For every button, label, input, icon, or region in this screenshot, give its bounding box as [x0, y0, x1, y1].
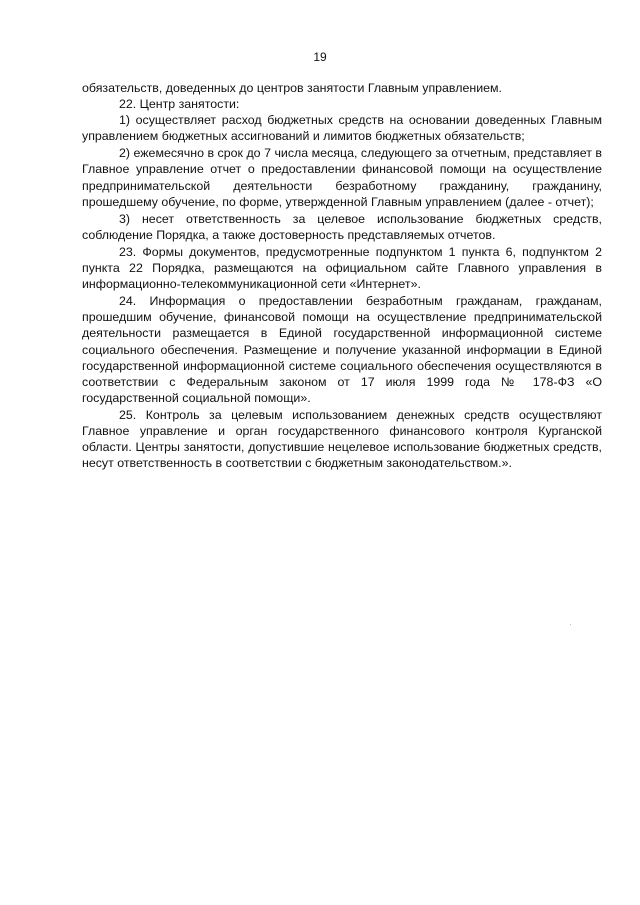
paragraph-25: 25. Контроль за целевым использованием денежных средств осуществляют Главное управление и орган государственного финансового контроля Курганской области. Центры занятости, допустившие нецелевое использование бюджетных средств, несут ответственность в соответствии с бюджетным законодательством.».: [82, 407, 602, 471]
paragraph-22-item-3: 3) несет ответственность за целевое использование бюджетных средств, соблюдение Порядка, а также достоверность представляемых отчетов.: [82, 211, 602, 242]
paragraph-22-item-1: 1) осуществляет расход бюджетных средств на основании доведенных Главным управлением бюджетных ассигнований и лимитов бюджетных обязательств;: [82, 113, 602, 144]
page-number: 19: [313, 50, 327, 64]
paragraph-23: 23. Формы документов, предусмотренные подпунктом 1 пункта 6, подпунктом 2 пункта 22 Порядка, размещаются на официальном сайте Главного управления в информационно-телекоммуникационной сети «Интернет».: [82, 244, 602, 292]
paragraph-continuation: обязательств, доведенных до центров занятости Главным управлением.: [82, 81, 502, 95]
scan-speck: [570, 624, 571, 625]
paragraph-22: 22. Центр занятости:: [119, 97, 240, 112]
document-body: [82, 80, 602, 471]
paragraph-22-item-2: 2) ежемесячно в срок до 7 числа месяца, следующего за отчетным, представляет в Главное управление отчет о предоставлении финансовой помощи на осуществление предпринимательской деятельности безработному гражданину, гражданину, прошедшему обучение, по форме, утвержденной Главным управлением (далее - отчет);: [82, 146, 602, 209]
paragraph-24: 24. Информация о предоставлении безработным гражданам, гражданам, прошедшим обучение, финансовой помощи на осуществление предпринимательской деятельности размещается в Единой государственной информационной системе социального обеспечения. Размещение и получение указанной информации в Единой государственной информационной системе социального обеспечения осуществляются в соответствии с Федеральным законом от 17 июля 1999 года № 178-ФЗ «О государственной социальной помощи».: [82, 294, 602, 405]
